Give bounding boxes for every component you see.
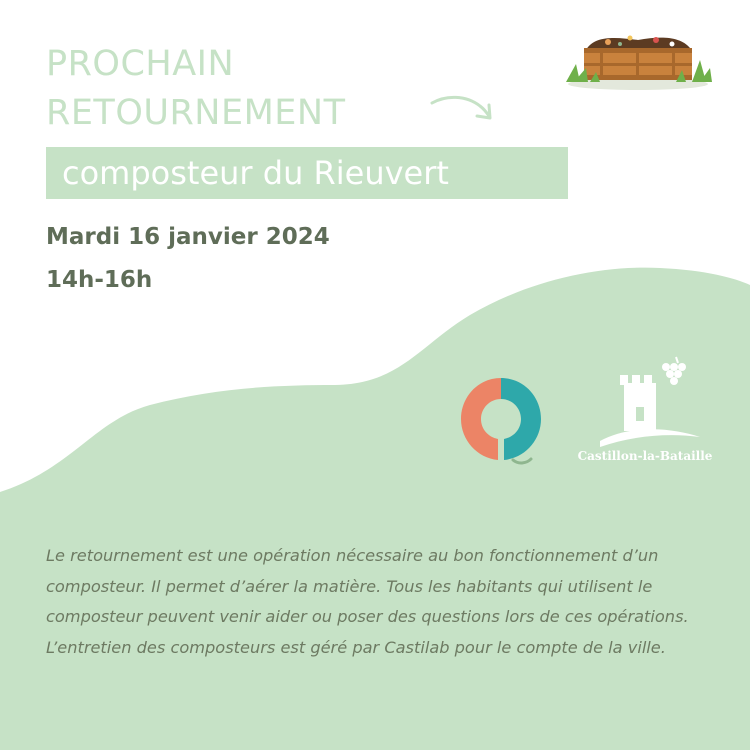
heading-line-2: RETOURNEMENT: [46, 93, 346, 133]
city-name: Castillon-la-Bataille: [577, 449, 713, 463]
subtitle-text: composteur du Rieuvert: [62, 154, 449, 192]
heading-line-1: PROCHAIN: [46, 44, 235, 84]
castilab-logo: [455, 373, 547, 468]
event-date: Mardi 16 janvier 2024: [46, 224, 330, 250]
subtitle-banner: [46, 147, 568, 199]
description-text: Le retournement est une opération nécessaire au bon fonctionnement d’un composteur. Il permet d’aérer la matière. Tous les habitants qui utilisent le composteur peuvent venir aider ou poser des questions lors de ces opérations. L’entretien des composteurs est géré par Castilab pour le compte de la ville.: [46, 546, 689, 657]
castle-tower-icon: [560, 355, 730, 447]
compost-bin-illustration: [560, 20, 715, 95]
city-logo: [560, 355, 730, 470]
event-time: 14h-16h: [46, 267, 153, 293]
curved-arrow-icon: [428, 93, 496, 129]
